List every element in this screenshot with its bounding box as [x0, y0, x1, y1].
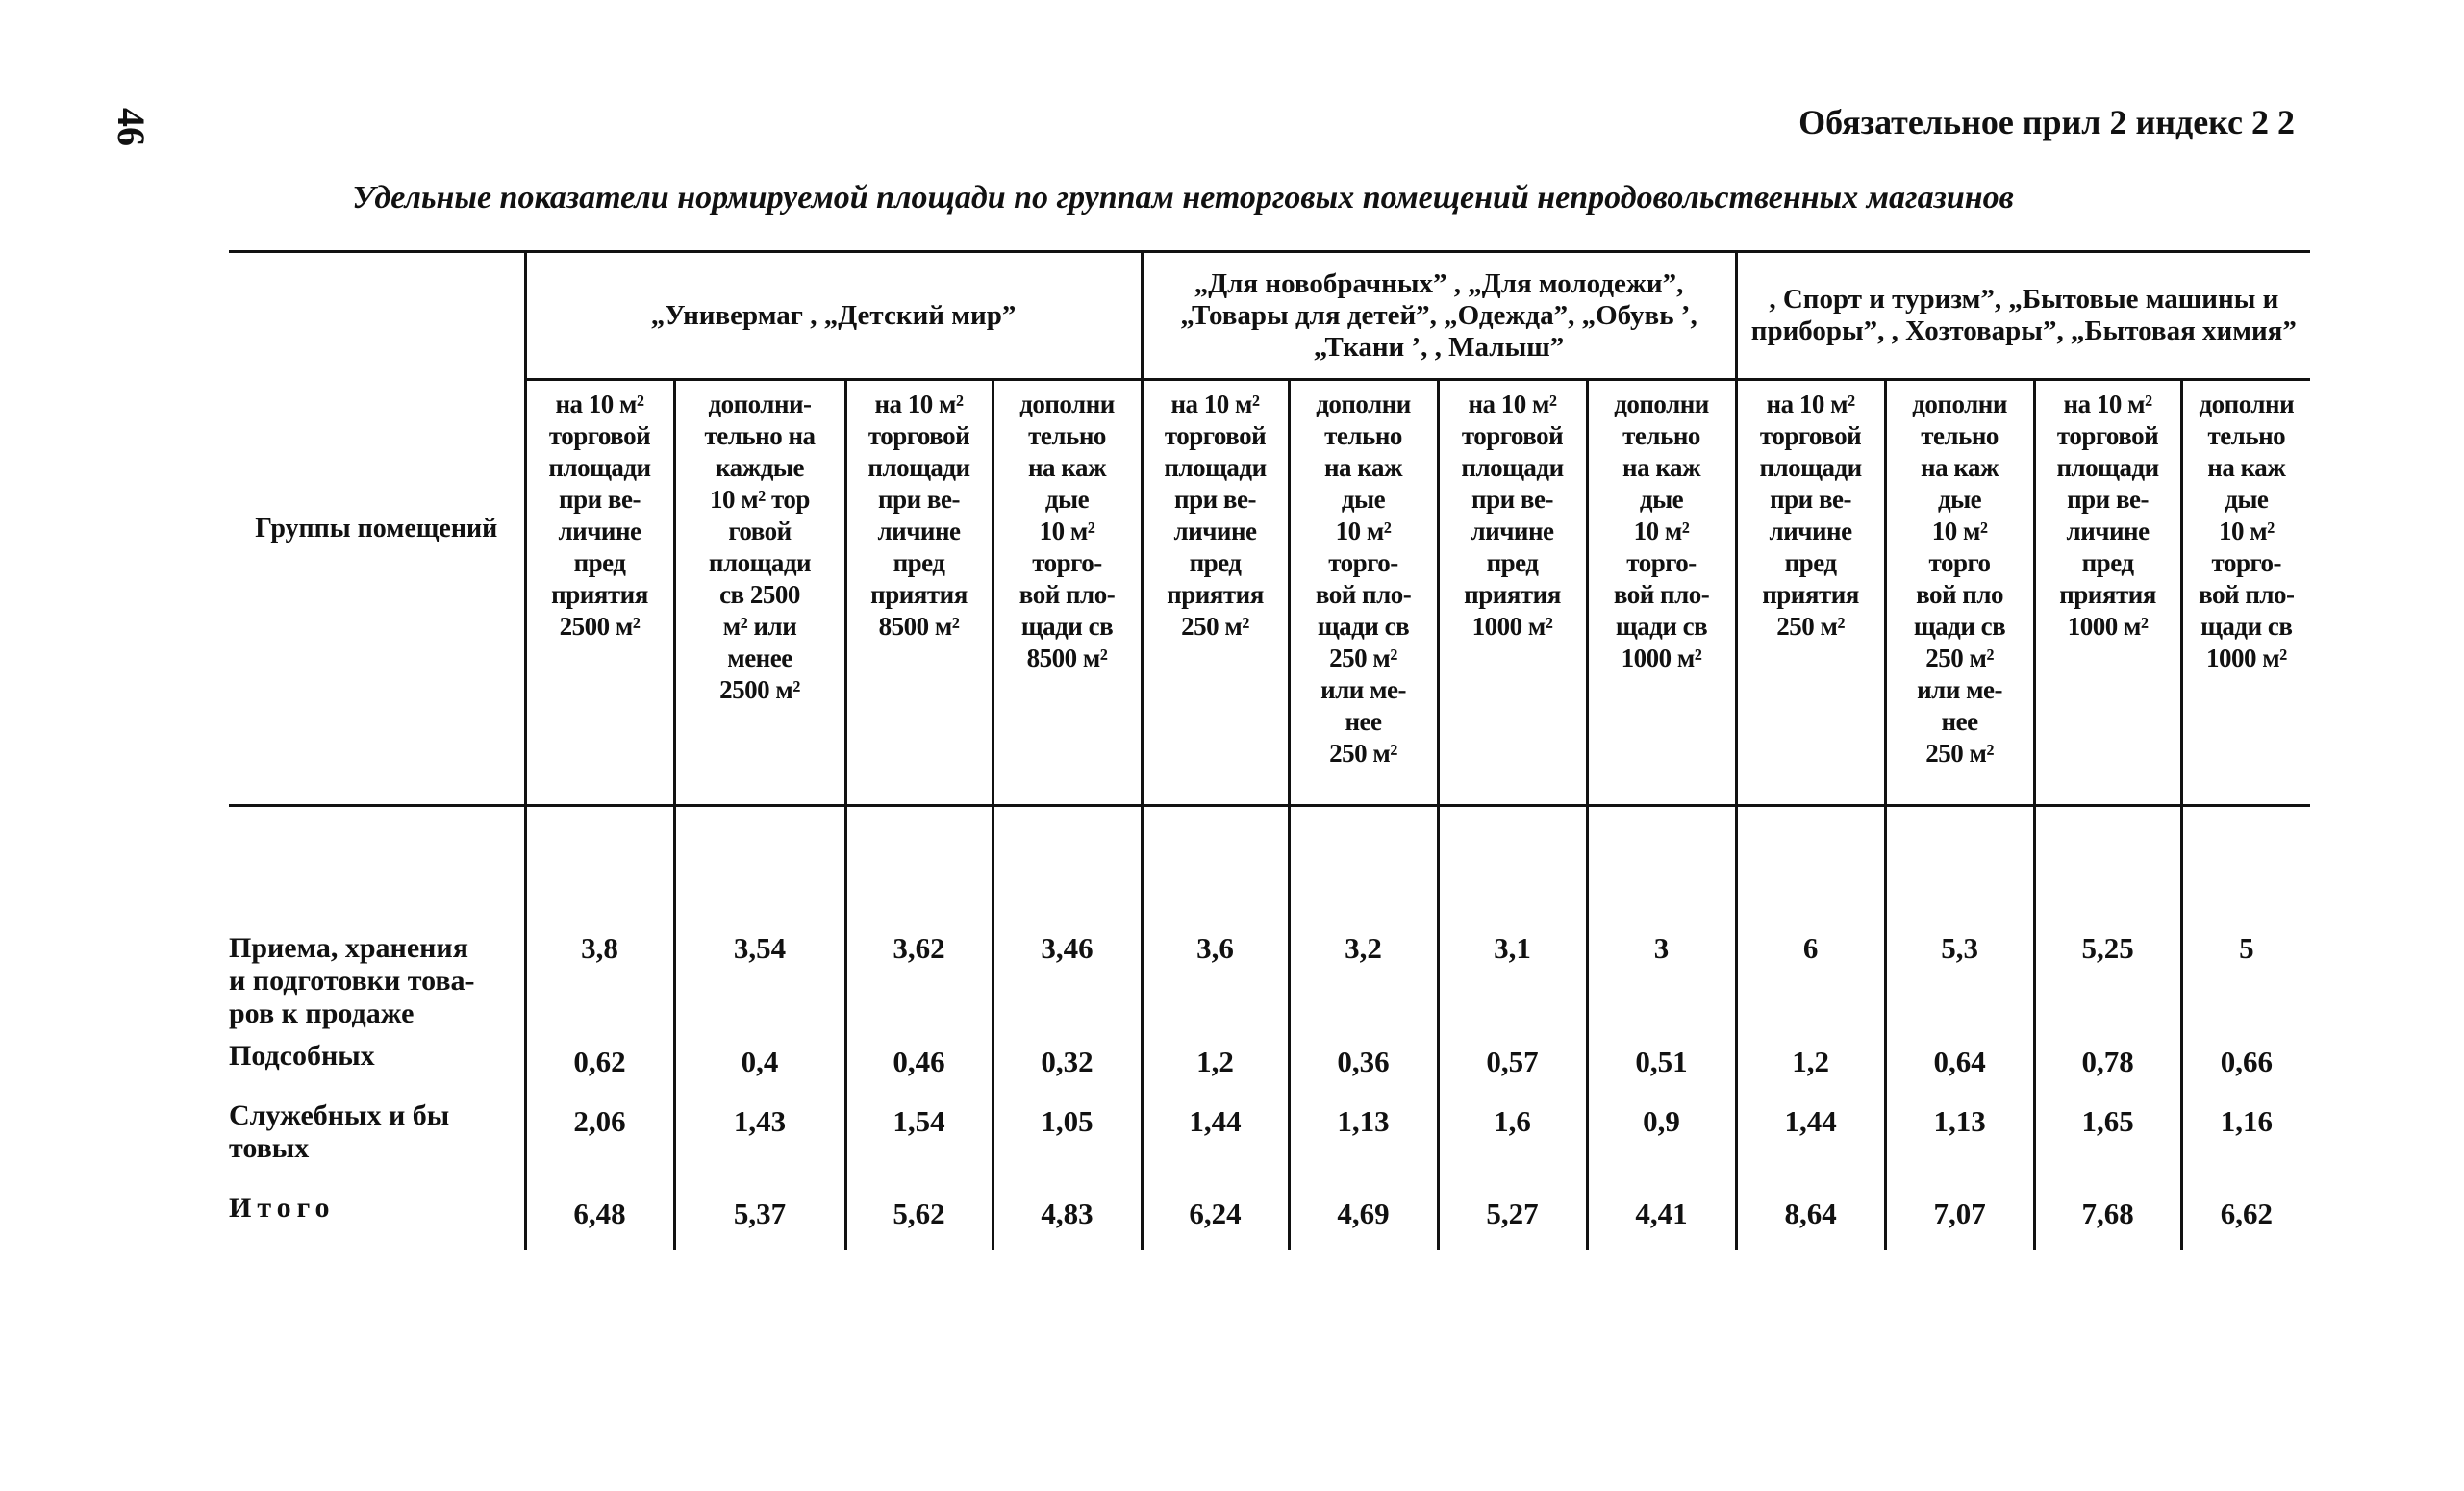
table-cell: 1,6	[1438, 1099, 1587, 1192]
table-cell: 5,62	[845, 1192, 993, 1250]
norms-table	[229, 250, 2310, 1250]
table-cell: 3,46	[993, 913, 1142, 1040]
table-cell: 7,68	[2034, 1192, 2181, 1250]
row-label: Служебных и бы товых	[229, 1099, 525, 1192]
table-cell: 4,41	[1587, 1192, 1736, 1250]
sub-column-header: дополни тельно на каж дые 10 м² торго- вой пло- щади св 8500 м²	[993, 380, 1142, 806]
table-cell: 3,62	[845, 913, 993, 1040]
table-cell: 3,1	[1438, 913, 1587, 1040]
table-cell: 1,65	[2034, 1099, 2181, 1192]
table-cell: 8,64	[1736, 1192, 1885, 1250]
row-label: Приема, хранения и подготовки това- ров к продаже	[229, 913, 525, 1040]
table-cell: 0,4	[674, 1040, 845, 1099]
table-cell: 0,36	[1289, 1040, 1438, 1099]
table-row	[229, 1099, 2310, 1192]
table-row-total	[229, 1192, 2310, 1250]
table-cell: 1,13	[1289, 1099, 1438, 1192]
store-group-header: „Универмаг , „Детский мир”	[525, 252, 1142, 380]
sub-column-header: дополни тельно на каж дые 10 м² торго- вой пло- щади св 250 м² или ме- нее 250 м²	[1289, 380, 1438, 806]
sub-column-header: на 10 м² торговой площади при ве- личине пред приятия 2500 м²	[525, 380, 674, 806]
table-cell: 0,62	[525, 1040, 674, 1099]
table-row	[229, 1040, 2310, 1099]
table-cell: 6,48	[525, 1192, 674, 1250]
table-cell: 2,06	[525, 1099, 674, 1192]
groups-column-header: Группы помещений	[229, 252, 525, 806]
table-cell: 6,62	[2220, 1197, 2273, 1230]
table-cell: 3	[1587, 913, 1736, 1040]
table-cell: 0,32	[993, 1040, 1142, 1099]
table-cell: 1,44	[1142, 1099, 1289, 1192]
sub-column-header: дополни тельно на каж дые 10 м² торго вой пло щади св 250 м² или ме- нее 250 м²	[1885, 380, 2034, 806]
row-label: Подсобных	[229, 1040, 525, 1099]
sub-column-header: на 10 м² торговой площади при ве- личине пред приятия 1000 м²	[2034, 380, 2181, 806]
table-cell: 1,16	[2220, 1104, 2273, 1138]
annex-label: Обязательное прил 2 индекс 2 2	[1798, 103, 2295, 141]
table-cell: 4,83	[993, 1192, 1142, 1250]
table-cell: 3,54	[674, 913, 845, 1040]
sub-column-header: дополни тельно на каж дые 10 м² торго- вой пло- щади св 1000 м²	[1587, 380, 1736, 806]
table-cell: 3,8	[525, 913, 674, 1040]
table-cell: 1,43	[674, 1099, 845, 1192]
sub-column-header: на 10 м² торговой площади при ве- личине пред приятия 250 м²	[1142, 380, 1289, 806]
table-cell: 5,27	[1438, 1192, 1587, 1250]
table-title: Удельные показатели нормируемой площади по группам неторговых помещений непродовольственных магазинов	[352, 180, 2014, 215]
table-cell: 0,66	[2220, 1045, 2273, 1078]
page-number: 46	[110, 108, 153, 146]
table-cell: 0,9	[1587, 1099, 1736, 1192]
sub-column-header: на 10 м² торговой площади при ве- личине пред приятия 8500 м²	[845, 380, 993, 806]
table-cell: 1,2	[1142, 1040, 1289, 1099]
table-row	[229, 913, 2310, 1040]
sub-column-header: дополни тельно на каж дые 10 м² торго- вой пло- щади св 1000 м²	[2181, 380, 2310, 806]
table-cell: 0,57	[1438, 1040, 1587, 1099]
table-cell: 1,44	[1736, 1099, 1885, 1192]
table-cell: 1,13	[1885, 1099, 2034, 1192]
store-group-header: „Для новобрачных” , „Для молодежи”, „Товары для детей”, „Одежда”, „Обувь ’, „Ткани ’, , Малыш”	[1142, 252, 1736, 380]
store-group-header: , Спорт и туризм”, „Бытовые машины и приборы”, , Хозтовары”, „Бытовая химия”	[1736, 252, 2310, 380]
table-cell: 5,3	[1885, 913, 2034, 1040]
table-cell: 0,46	[845, 1040, 993, 1099]
table-cell: 6,24	[1142, 1192, 1289, 1250]
table-cell: 1,54	[845, 1099, 993, 1192]
table-cell: 5,37	[674, 1192, 845, 1250]
sub-column-header: на 10 м² торговой площади при ве- личине пред приятия 1000 м²	[1438, 380, 1587, 806]
table-cell: 0,64	[1885, 1040, 2034, 1099]
table-cell: 4,69	[1289, 1192, 1438, 1250]
table-cell: 1,05	[993, 1099, 1142, 1192]
table-cell: 6	[1736, 913, 1885, 1040]
row-label: Итого	[229, 1192, 525, 1250]
table-cell: 5,25	[2034, 913, 2181, 1040]
table-cell: 0,51	[1587, 1040, 1736, 1099]
table-cell: 3,2	[1289, 913, 1438, 1040]
table-cell: 5	[2239, 931, 2254, 965]
table-cell: 1,2	[1736, 1040, 1885, 1099]
table-spacer-row	[229, 806, 2310, 914]
table-cell: 7,07	[1885, 1192, 2034, 1250]
table-cell: 3,6	[1142, 913, 1289, 1040]
table-cell: 0,78	[2034, 1040, 2181, 1099]
sub-column-header: на 10 м² торговой площади при ве- личине пред приятия 250 м²	[1736, 380, 1885, 806]
sub-column-header: дополни- тельно на каждые 10 м² тор говой площади св 2500 м² или менее 2500 м²	[674, 380, 845, 806]
